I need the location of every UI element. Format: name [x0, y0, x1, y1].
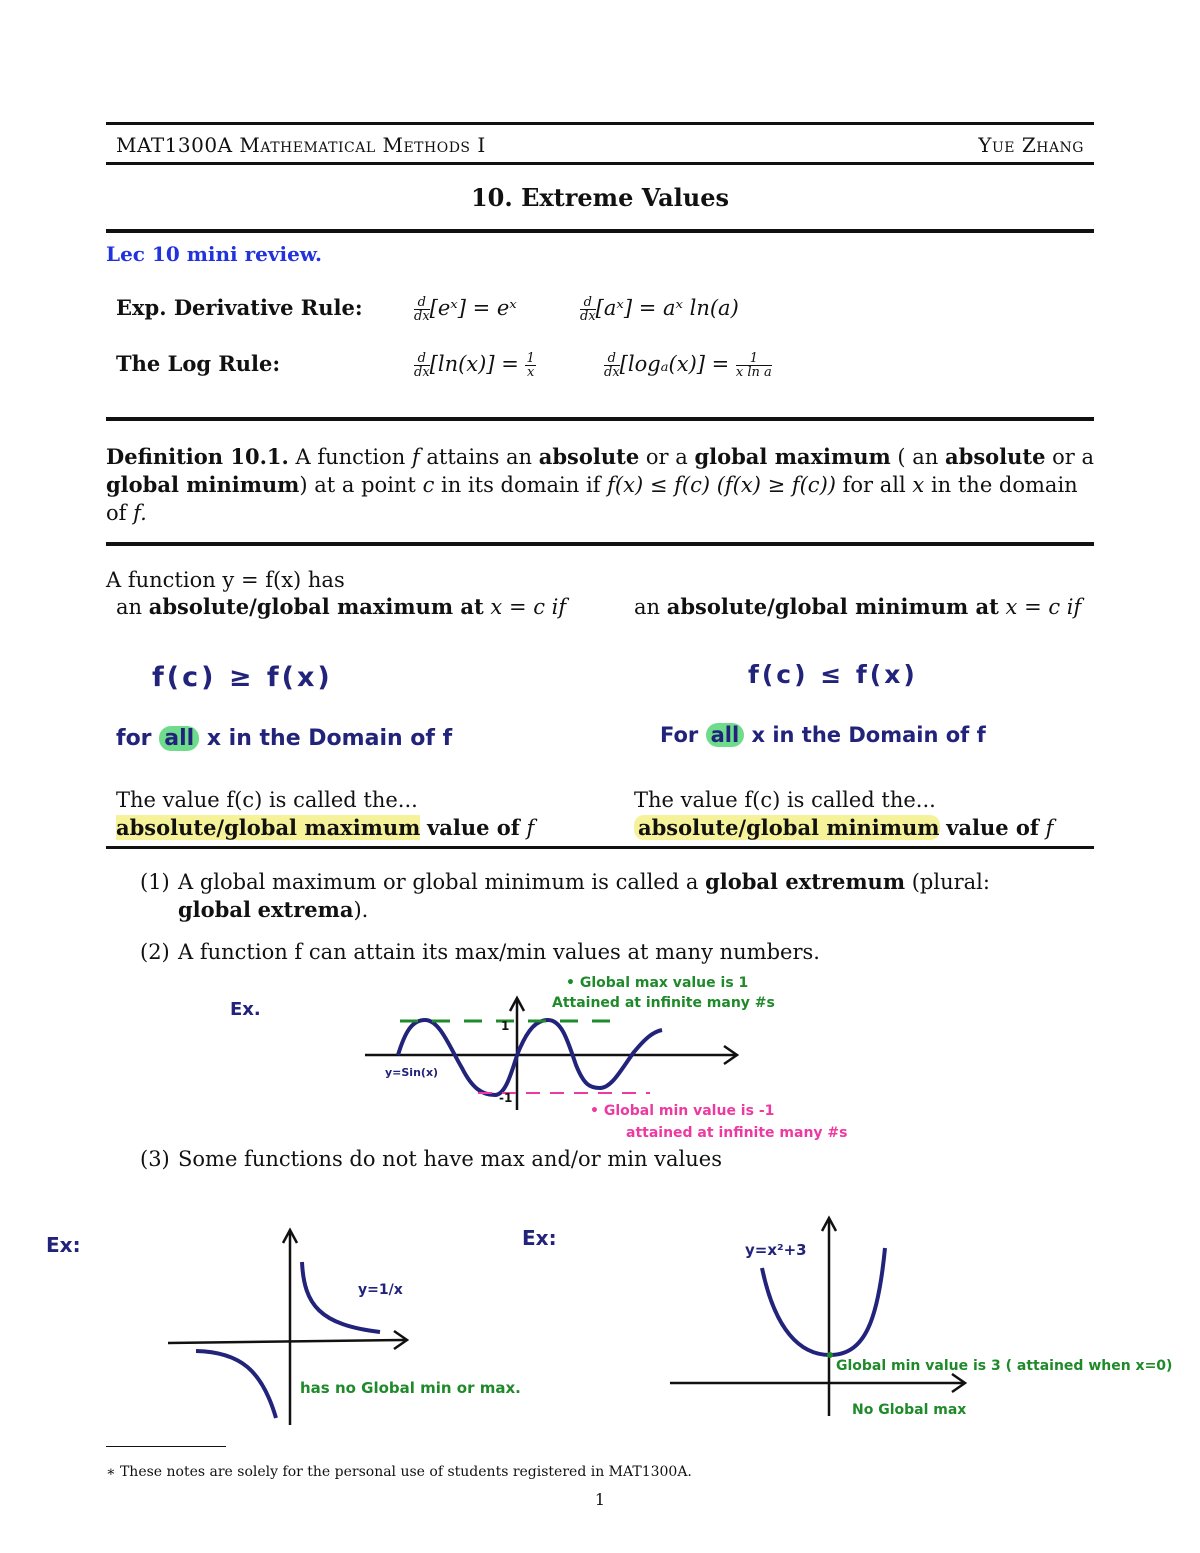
sine-curve [398, 1020, 662, 1095]
min-handwritten-domain: For all x in the Domain of f [660, 723, 986, 747]
page-title: 10. Extreme Values [470, 183, 730, 212]
min-value-label: absolute/global minimum value of f [634, 814, 1053, 842]
definition-rule [106, 542, 1094, 546]
list-item-1: A global maximum or global minimum is called a global extremum (plural: global extrema). [178, 869, 990, 922]
log-formula-2 [604, 350, 772, 379]
vertex-point [827, 1352, 833, 1358]
all-highlight: all [706, 723, 745, 747]
log-formula-2-text: [logₐ(x)] = [619, 352, 730, 376]
derivative-fraction: $\frac{d}{dx}$ [580, 295, 596, 324]
top-rule [106, 122, 1094, 125]
exp-formula-1-text: [eˣ] = eˣ [429, 296, 517, 320]
one-tick-label: 1 [501, 1019, 510, 1033]
reciprocal-curve-left [196, 1351, 276, 1418]
function-intro: A function y = f(x) has [106, 568, 345, 592]
min-note: Global min value is 3 ( attained when x=0) [836, 1358, 1173, 1374]
max-handwritten-domain: for all x in the Domain of f [116, 726, 453, 751]
footnote-mark: ∗ [106, 1464, 116, 1480]
sine-label: y=Sin(x) [385, 1066, 439, 1079]
sketch3-ex: Ex: [522, 1226, 557, 1250]
author-header: Yue Zhang [978, 133, 1084, 157]
list-item-2-number: (2) [140, 940, 170, 964]
sketch2-ex: Ex: [46, 1233, 81, 1257]
max-value-label: absolute/global maximum value of f [116, 815, 535, 840]
review-heading: Lec 10 mini review. [106, 242, 322, 266]
max-note-1: • Global max value is 1 [566, 975, 749, 991]
parabola-label: y=x²+3 [745, 1241, 807, 1259]
min-condition: an absolute/global minimum at x = c if [634, 594, 1082, 619]
derivative-fraction: $\frac{d}{dx}$ [604, 351, 620, 380]
list-item-1-number: (1) [140, 870, 170, 894]
max-condition: an absolute/global maximum at x = c if [116, 594, 567, 619]
max-handwritten-inequality: f(c) ≥ f(x) [152, 662, 333, 693]
review-rule [106, 417, 1094, 421]
one-over-x: $\frac{1}{x}$ [526, 351, 535, 380]
exp-formula-2 [580, 294, 739, 323]
min-note-2: attained at infinite many #s [626, 1125, 848, 1141]
log-formula-1-text: [ln(x)] = [429, 352, 519, 376]
all-highlight: all [159, 726, 199, 751]
page-number: 1 [594, 1490, 606, 1509]
definition-label: Definition 10.1. [106, 444, 289, 469]
sine-sketch [0, 960, 1200, 1150]
derivative-fraction: $\frac{d}{dx}$ [414, 351, 430, 380]
log-formula-1 [414, 350, 536, 379]
one-over-xlna: $\frac{1}{\text{x ln a}}$ [735, 351, 772, 380]
min-value-called: The value f(c) is called the... [634, 788, 936, 812]
columns-rule [106, 846, 1094, 849]
reciprocal-label: y=1/x [358, 1282, 403, 1298]
title-rule [106, 229, 1094, 233]
footnote-rule [106, 1446, 226, 1447]
min-handwritten-inequality: f(c) ≤ f(x) [748, 660, 918, 689]
no-max-note: No Global max [852, 1402, 967, 1418]
course-header: MAT1300A Mathematical Methods I [116, 133, 486, 157]
max-value-called: The value f(c) is called the... [116, 788, 418, 812]
derivative-fraction: $\frac{d}{dx}$ [414, 295, 430, 324]
parabola-sketch [500, 1210, 1200, 1430]
max-note-2: Attained at infinite many #s [552, 995, 775, 1011]
footnote-text: These notes are solely for the personal use of students registered in MAT1300A. [119, 1464, 692, 1480]
minus-one-tick-label: -1 [499, 1091, 513, 1105]
list-item-3: Some functions do not have max and/or min values [178, 1147, 722, 1171]
exp-rule-label: Exp. Derivative Rule: [116, 295, 363, 320]
list-item-3-number: (3) [140, 1147, 170, 1171]
min-note-1: • Global min value is -1 [590, 1103, 775, 1119]
sketch1-ex: Ex. [230, 999, 261, 1020]
parabola-curve [762, 1248, 885, 1355]
log-rule-label: The Log Rule: [116, 351, 281, 376]
definition-block: Definition 10.1. A function f attains an absolute or a global maximum ( an absolute or a global minimum) at a point c in its domain if f(x) ≤ f(c) (f(x) ≥ f(c)) for all x in the domain of f. [106, 444, 1095, 525]
header-rule [106, 162, 1094, 165]
list-item-2: A function f can attain its max/min values at many numbers. [178, 940, 820, 964]
reciprocal-note: has no Global min or max. [300, 1379, 521, 1397]
exp-formula-1 [414, 294, 517, 323]
footnote [106, 1464, 692, 1480]
x-axis [168, 1340, 405, 1343]
exp-formula-2-text: [aˣ] = aˣ ln(a) [595, 296, 739, 320]
